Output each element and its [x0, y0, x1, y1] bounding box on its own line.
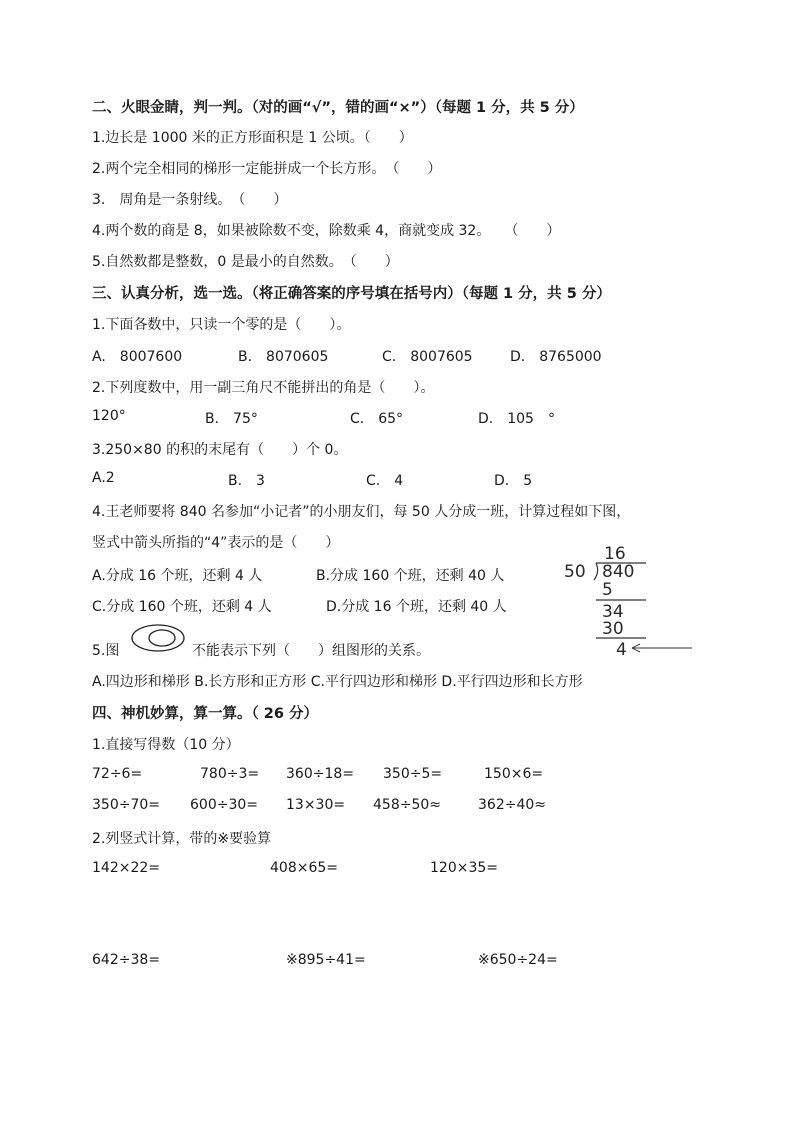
vertical-calc-5: ※895÷41= — [286, 952, 366, 968]
q3-option-c: C. 4 — [366, 473, 404, 489]
section2-item-2: 2.两个完全相同的梯形一定能拼成一个长方形。 （ ） — [92, 161, 442, 177]
q3-text: 3.250×80 的积的末尾有（ ）个 0。 — [92, 442, 348, 458]
calc-1-2: 780÷3= — [200, 766, 260, 782]
vertical-calc-4: 642÷38= — [92, 952, 160, 968]
vertical-calc-6: ※650÷24= — [478, 952, 558, 968]
calc-2-5: 362÷40≈ — [478, 797, 546, 813]
calc-1-5: 150×6= — [484, 766, 544, 782]
q1-option-d: D. 8765000 — [510, 349, 602, 365]
division-quotient: 16 — [604, 544, 626, 564]
q1-option-c: C. 8007605 — [382, 349, 473, 365]
q2-text: 2.下列度数中，用一副三角尺不能拼出的角是（ ）。 — [92, 380, 435, 396]
calc-2-3: 13×30= — [286, 797, 346, 813]
nested-ellipse-figure — [130, 623, 186, 653]
calc-1-4: 350÷5= — [383, 766, 443, 782]
section3-heading: 三、认真分析，选一选。（将正确答案的序号填在括号内）（每题 1 分，共 5 分） — [92, 286, 611, 302]
division-step-2: 34 — [602, 602, 624, 622]
calc-1-1: 72÷6= — [92, 766, 143, 782]
vertical-calc-2: 408×65= — [270, 860, 338, 876]
section4-heading: 四、神机妙算，算一算。（ 26 分） — [92, 706, 319, 722]
division-step-1: 5 — [602, 580, 613, 600]
division-divisor: 50 — [564, 562, 586, 582]
calc-1-3: 360÷18= — [286, 766, 354, 782]
q2-option-d: D. 105 ° — [478, 411, 555, 427]
section2-item-4: 4.两个数的商是 8，如果被除数不变，除数乘 4，商就变成 32。 （ ） — [92, 223, 561, 239]
q4-option-d: D.分成 16 个班，还剩 40 人 — [326, 599, 507, 615]
long-division-figure — [560, 542, 700, 662]
part1-title: 1.直接写得数（10 分） — [92, 737, 240, 753]
division-dividend: 840 — [602, 562, 635, 582]
vertical-calc-3: 120×35= — [430, 860, 498, 876]
q4-text-line2: 竖式中箭头所指的“4”表示的是（ ） — [92, 535, 340, 551]
q2-option-b: B. 75° — [205, 411, 258, 427]
q5-options: A.四边形和梯形 B.长方形和正方形 C.平行四边形和梯形 D.平行四边形和长方形 — [92, 674, 583, 690]
q2-option-c: C. 65° — [350, 411, 404, 427]
q4-option-c: C.分成 160 个班，还剩 4 人 — [92, 599, 272, 615]
division-bracket — [594, 563, 598, 580]
q1-text: 1.下面各数中，只读一个零的是（ ）。 — [92, 317, 351, 333]
section2-heading: 二、火眼金睛，判一判。（对的画“√”，错的画“×”）（每题 1 分，共 5 分） — [92, 100, 584, 116]
q5-text: 不能表示下列（ ）组图形的关系。 — [192, 643, 430, 659]
section2-item-5: 5.自然数都是整数，0 是最小的自然数。 （ ） — [92, 254, 399, 270]
q1-option-a: A. 8007600 — [92, 349, 183, 365]
q4-text-line1: 4.王老师要将 840 名参加“小记者”的小朋友们，每 50 人分成一班，计算过程如下图， — [92, 504, 631, 520]
part2-title: 2.列竖式计算，带的※要验算 — [92, 831, 272, 847]
calc-2-2: 600÷30= — [190, 797, 258, 813]
q4-option-a: A.分成 16 个班，还剩 4 人 — [92, 568, 263, 584]
division-step-3: 30 — [602, 619, 624, 639]
calc-2-1: 350÷70= — [92, 797, 160, 813]
section2-item-1: 1.边长是 1000 米的正方形面积是 1 公顷。（ ） — [92, 130, 413, 146]
q1-option-b: B. 8070605 — [238, 349, 329, 365]
q3-option-a: A.2 — [92, 470, 115, 486]
outer-ellipse — [132, 625, 184, 651]
q3-option-b: B. 3 — [228, 473, 265, 489]
section2-item-3: 3. 周角是一条射线。 （ ） — [92, 192, 288, 208]
q3-option-d: D. 5 — [494, 473, 533, 489]
vertical-calc-1: 142×22= — [92, 860, 160, 876]
q5-prefix: 5.图 — [92, 643, 120, 659]
q4-option-b: B.分成 160 个班，还剩 40 人 — [316, 568, 505, 584]
calc-2-4: 458÷50≈ — [373, 797, 441, 813]
inner-ellipse — [149, 630, 175, 646]
division-remainder: 4 — [616, 640, 627, 660]
q2-option-a: 120° — [92, 408, 126, 424]
